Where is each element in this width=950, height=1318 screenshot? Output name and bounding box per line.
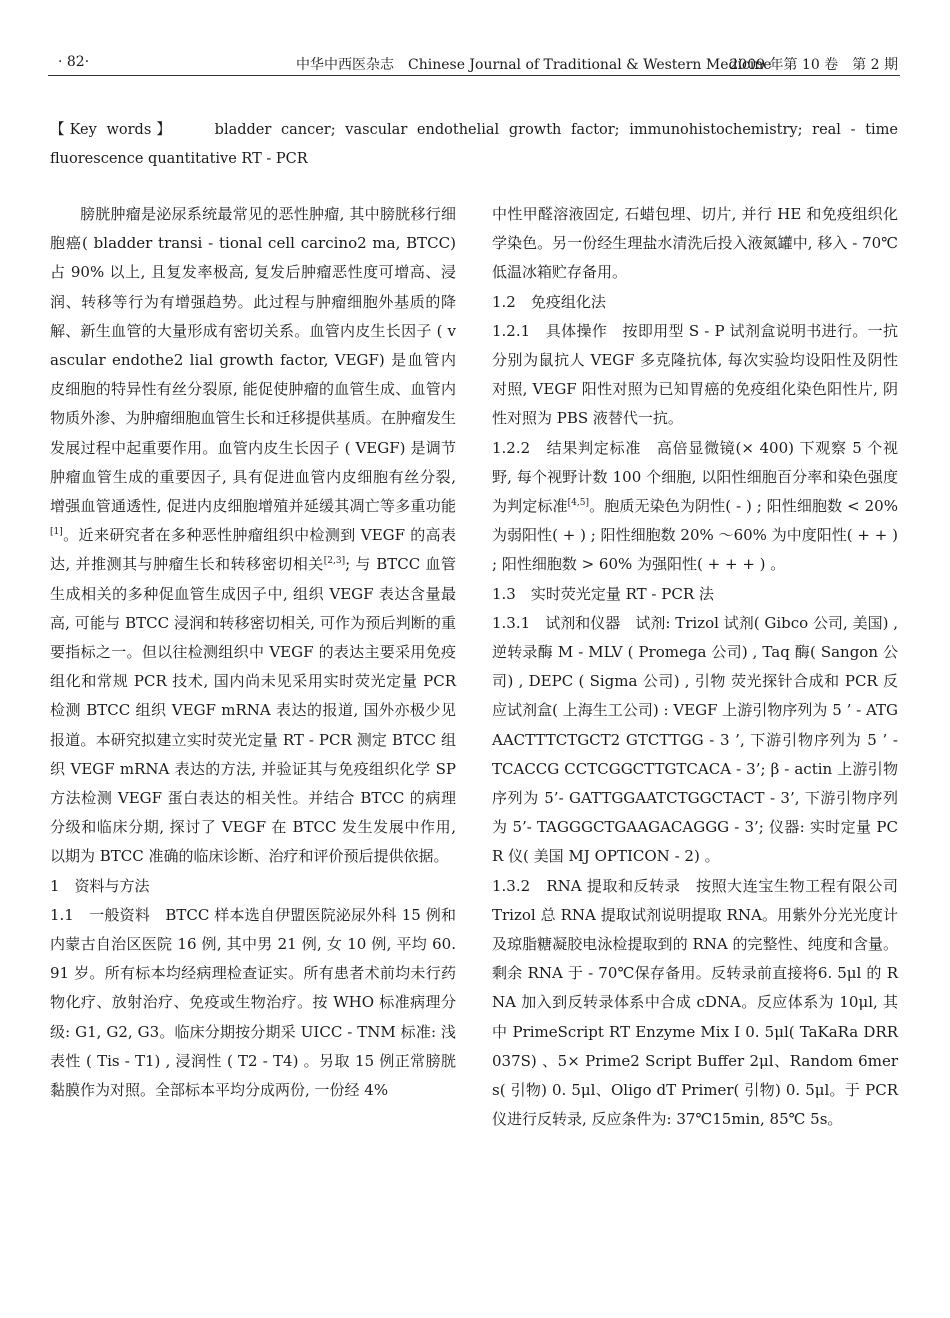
intro-text-b: 。近来研究者在多种恶性肿瘤组织中检测到 VEGF 的高表达, 并推测其与肿瘤生长和转移密切相关 — [50, 526, 456, 574]
running-header — [48, 50, 900, 76]
subsection-1-2-1 — [492, 317, 898, 434]
subsection-1-3-2-heading: 1.3.2 RNA 提取和反转录 — [492, 876, 697, 895]
subsection-1-2-2 — [492, 434, 898, 580]
intro-text-a: 膀胱肿瘤是泌尿系统最常见的恶性肿瘤, 其中膀胱移行细胞癌( bladder transi - tional cell carcino2 ma, BTCC) 占 90% 以上, 且复发率极高, 复发后肿瘤恶性度可增高、浸润、转移等行为有增强趋势。此过程与肿瘤细胞外基质的降解、新生血管的大量形成有密切关系。血管内皮生长因子 ( vascular endothe2 lial growth factor, VEGF) 是血管内皮细胞的特异性有丝分裂原, 能促使肿瘤的血管生成、血管内物质外渗、为肿瘤细胞血管生长和迁移提供基质。在肿瘤发生发展过程中起重要作用。血管内皮生长因子 ( VEGF) 是调节肿瘤血管生成的重要因子, 具有促进血管内皮细胞有丝分裂, 增强血管通透性, 促进内皮细胞增殖并延缓其凋亡等多重功能 — [50, 205, 456, 516]
subsection-1-2-2-text-a: 高倍显微镜(× 400) 下观察 5 个视野, 每个视野计数 100 个细胞, 以阳性细胞百分率和染色强度为判定标准 — [492, 438, 898, 516]
subsection-1-3-2-text: 按照大连宝生物工程有限公司 Trizol 总 RNA 提取试剂说明提取 RNA。用紫外分光光度计及琼脂糖凝胶电泳检提取到的 RNA 的完整性、纯度和含量。剩余 RNA 于 - 70℃保存备用。反转录前直接将6. 5μl 的 RNA 加入到反转录体系中合成 cDNA。反应体系为 10μl, 其中 PrimeScript RT Enzyme Mix I 0. 5μl( TaKaRa DRR037S) 、5× Prime2 Script Buffer 2μl、Random 6mers( 引物) 0. 5μl、Oligo dT Primer( 引物) 0. 5μl。于 PCR 仪进行反转录, 反应条件为: 37℃15min, 85℃ 5s。 — [492, 876, 898, 1129]
citation-4-5: [4,5] — [567, 498, 589, 509]
subsection-heading-1-3: 1.3 实时荧光定量 RT - PCR 法 — [492, 584, 714, 603]
continued-paragraph: 中性甲醛溶液固定, 石蜡包埋、切片, 并行 HE 和免疫组织化学染色。另一份经生理盐水清洗后投入液氮罐中, 移入 - 70℃低温冰箱贮存备用。 — [492, 205, 898, 282]
issue-info: 2009 年第 10 卷 第 2 期 — [729, 57, 898, 73]
subsection-1-1-text: BTCC 样本选自伊盟医院泌尿外科 15 例和内蒙古自治区医院 16 例, 其中男 21 例, 女 10 例, 平均 60. 91 岁。所有标本均经病理检查证实。所有患者术前均未行药物化疗、放射治疗、免疫或生物治疗。按 WHO 标准病理分级: G1, G2, G3。临床分期按分期采 UICC - TNM 标准: 浅表性 ( Tis - T1) , 浸润性 ( T2 - T4) 。另取 15 例正常膀胱黏膜作为对照。全部标本平均分成两份, 一份经 4% — [50, 905, 457, 1100]
subsection-1-3-1-text: 试剂: Trizol 试剂( Gibco 公司, 美国) , 逆转录酶 M - MLV ( Promega 公司) , Taq 酶( Sangon 公司) , DEPC ( Sigma 公司) , 引物 荧光探针合成和 PCR 反应试剂盒( 上海生工公司) : VEGF 上游引物序列为 5 ’ - ATGAACTTTCTGCT2 GTCTTGG - 3 ’, 下游引物序列为 5 ’ - TCACCG CCTCGGCTTGTCACA - 3’; β - actin 上游引物序列为 5’- GATTGGAATCTGGCTACT - 3’, 下游引物序列为 5’- TAGGGCTGAAGACAGGG - 3’; 仪器: 实时定量 PCR 仪( 美国 MJ OPTICON - 2) 。 — [492, 613, 899, 866]
keywords-block — [50, 116, 898, 174]
citation-1: [1] — [50, 527, 63, 538]
subsection-1-2-1-heading: 1.2.1 具体操作 — [492, 321, 623, 340]
subsection-1-2-1-text: 按即用型 S - P 试剂盒说明书进行。一抗分别为鼠抗人 VEGF 多克隆抗体, 每次实验均设阳性及阴性对照, VEGF 阳性对照为已知胃癌的免疫组化染色阳性片, 阴性对照为 PBS 液替代一抗。 — [492, 321, 898, 428]
subsection-1-1-heading: 1.1 一般资料 — [50, 905, 166, 924]
intro-text-c: ; 与 BTCC 血管生成相关的多种促血管生成因子中, 组织 VEGF 表达含量最高, 可能与 BTCC 浸润和转移密切相关, 可作为预后判断的重要指标之一。但以往检测组织中 VEGF 的表达主要采用免疫组化和常规 PCR 技术, 国内尚未见采用实时荧光定量 PCR 检测 BTCC 组织 VEGF mRNA 表达的报道, 国外亦极少见报道。本研究拟建立实时荧光定量 RT - PCR 测定 BTCC 组织 VEGF mRNA 表达的方法, 并验证其与免疫组织化学 SP 方法检测 VEGF 蛋白表达的相关性。并结合 BTCC 的病理分级和临床分期, 探讨了 VEGF 在 BTCC 发生发展中作用, 以期为 BTCC 准确的临床诊断、治疗和评价预后提供依据。 — [50, 555, 456, 866]
subsection-1-3-2 — [492, 872, 898, 1135]
keywords-text: bladder cancer; vascular endothelial growth factor; immunohistochemistry; real - time fluorescence quantitative RT - PCR — [50, 122, 899, 167]
section-heading-1: 1 资料与方法 — [50, 876, 150, 895]
right-column — [492, 200, 898, 1135]
keywords-label: 【Key words】 — [50, 122, 176, 138]
journal-title: 中华中西医杂志 Chinese Journal of Traditional & Western Medicine — [296, 57, 772, 73]
subsection-1-2-2-text-b: 。胞质无染色为阴性( - ) ; 阳性细胞数 < 20% 为弱阳性( + ) ; 阳性细胞数 20% ～60% 为中度阳性( + + ) ; 阳性细胞数 > 60% 为强阳性( + + + ) 。 — [492, 497, 898, 574]
subsection-1-3-1-heading: 1.3.1 试剂和仪器 — [492, 613, 636, 632]
header-rule — [48, 75, 900, 76]
left-column — [50, 200, 456, 1105]
page-number: · 82· — [58, 54, 90, 70]
subsection-heading-1-2: 1.2 免疫组化法 — [492, 292, 606, 311]
citation-2-3: [2,3] — [323, 556, 346, 567]
subsection-1-2-2-heading: 1.2.2 结果判定标准 — [492, 438, 657, 457]
introduction-paragraph — [50, 200, 456, 872]
subsection-1-1 — [50, 901, 456, 1105]
subsection-1-3-1 — [492, 609, 898, 872]
